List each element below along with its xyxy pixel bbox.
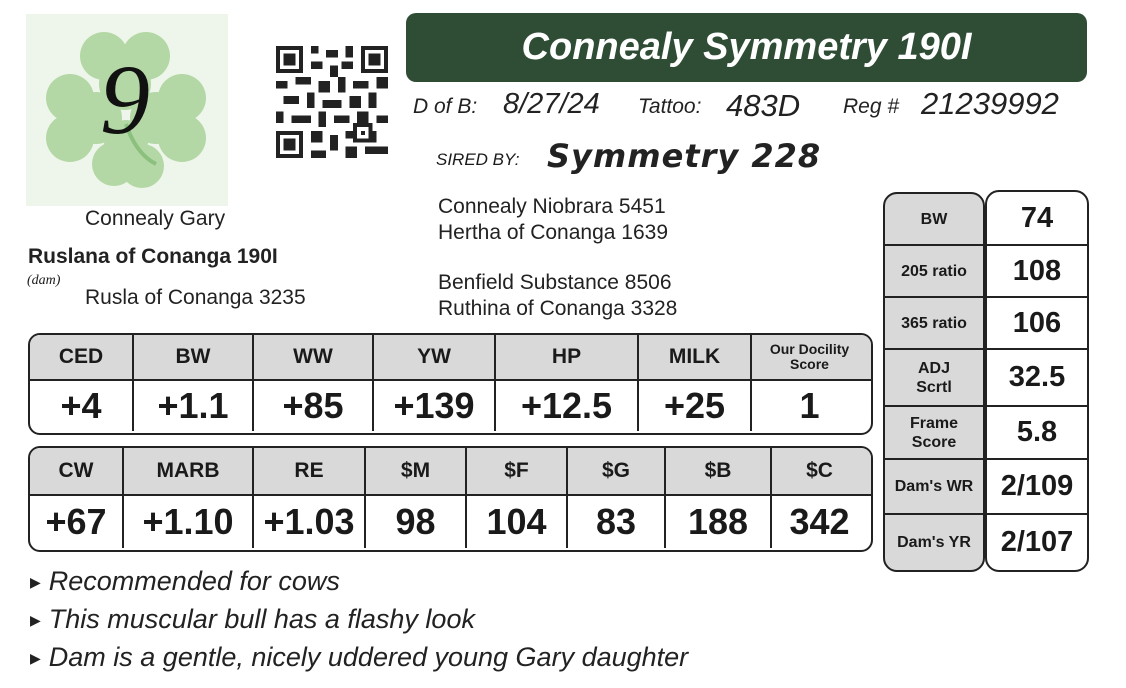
epd-table-1: [28, 333, 873, 435]
note-item: [30, 604, 475, 635]
epd-value-bw: +1.1: [134, 381, 254, 431]
note-text: Recommended for cows: [48, 566, 340, 596]
sired-by-label: SIRED BY:: [436, 150, 520, 169]
triangle-right-icon: ▶: [30, 574, 41, 591]
epd-value-row-2: [30, 496, 871, 548]
epd-value-g: 83: [568, 496, 666, 548]
ratio-value-scrotal: 32.5: [987, 350, 1087, 407]
dob-label: D of B:: [413, 95, 478, 118]
triangle-right-icon: ▶: [30, 612, 41, 629]
epd-header-milk: MILK: [639, 335, 752, 379]
epd-value-yw: +139: [374, 381, 496, 431]
ratio-value-205: 108: [987, 246, 1087, 298]
ratio-label-dam-yr: Dam's YR: [897, 534, 971, 551]
tattoo-label: Tattoo:: [638, 95, 702, 118]
dam-label: (dam): [27, 273, 61, 288]
epd-header-b: $B: [666, 448, 772, 494]
ds-sire: Benfield Substance 8506: [438, 271, 672, 294]
epd-value-row-1: [30, 381, 871, 431]
ratio-label-365: 365 ratio: [885, 298, 983, 350]
ratio-label-205: 205 ratio: [885, 246, 983, 298]
dam-dam: Rusla of Conanga 3235: [85, 286, 306, 309]
epd-header-c: $C: [806, 459, 833, 482]
ratio-label-dam-wr: Dam's WR: [885, 460, 983, 515]
epd-header-hp: HP: [496, 335, 639, 379]
epd-value-milk: +25: [639, 381, 752, 431]
epd-value-cw: +67: [30, 496, 124, 548]
epd-header-g: $G: [568, 448, 666, 494]
note-item: [30, 642, 688, 673]
tattoo-value: 483D: [726, 88, 801, 123]
sire-dam: Hertha of Conanga 1639: [438, 221, 669, 244]
epd-header-marb: MARB: [124, 448, 254, 494]
note-text: This muscular bull has a flashy look: [48, 604, 475, 634]
triangle-right-icon: ▶: [30, 650, 41, 667]
ratio-labels-column: [883, 192, 985, 572]
epd-value-ww: +85: [254, 381, 374, 431]
ratio-label-bw: BW: [885, 194, 983, 246]
epd-header-row-1: [30, 335, 871, 381]
epd-value-b: 188: [666, 496, 772, 548]
qr-code-icon[interactable]: [276, 46, 388, 158]
note-item: [30, 566, 340, 597]
epd-value-f: 104: [467, 496, 568, 548]
lot-number: 9: [100, 44, 150, 155]
epd-value-re: +1.03: [254, 496, 366, 548]
dam-sire: Connealy Gary: [85, 207, 226, 230]
bull-title: Connealy Symmetry 190I: [521, 26, 972, 68]
epd-header-f: $F: [467, 448, 568, 494]
ratio-value-bw: 74: [987, 192, 1087, 246]
epd-value-c: 342: [789, 501, 850, 542]
epd-header-cw: CW: [30, 448, 124, 494]
sire-sire: Connealy Niobrara 5451: [438, 195, 666, 218]
epd-header-yw: YW: [374, 335, 496, 379]
ratio-value-365: 106: [987, 298, 1087, 350]
ratio-value-dam-yr: 2/107: [1000, 526, 1074, 558]
epd-value-m: 98: [366, 496, 467, 548]
epd-header-ced: CED: [30, 335, 134, 379]
epd-header-re: RE: [254, 448, 366, 494]
epd-table-2: [28, 446, 873, 552]
epd-header-row-2: [30, 448, 871, 496]
note-text: Dam is a gentle, nicely uddered young Gary daughter: [48, 642, 689, 672]
epd-value-docility: 1: [799, 385, 820, 426]
epd-header-bw: BW: [134, 335, 254, 379]
epd-value-hp: +12.5: [496, 381, 639, 431]
dam-name: Ruslana of Conanga 190I: [28, 245, 278, 268]
dob-value: 8/27/24: [503, 88, 600, 120]
ds-dam: Ruthina of Conanga 3328: [438, 297, 678, 320]
epd-value-ced: +4: [30, 381, 134, 431]
epd-header-ww: WW: [254, 335, 374, 379]
epd-header-m: $M: [366, 448, 467, 494]
ratio-value-frame: 5.8: [987, 407, 1087, 460]
ratio-value-dam-wr: 2/109: [987, 460, 1087, 515]
reg-value: 21239992: [921, 86, 1059, 121]
epd-header-docility: Our Docility Score: [769, 341, 850, 372]
reg-label: Reg #: [843, 95, 900, 118]
ratio-label-scrotal: ADJ Scrtl: [885, 350, 983, 407]
sire-name: Symmetry 228: [547, 137, 822, 175]
epd-value-marb: +1.10: [124, 496, 254, 548]
ratio-label-frame: Frame Score: [885, 407, 983, 460]
ratio-values-column: [985, 190, 1089, 572]
